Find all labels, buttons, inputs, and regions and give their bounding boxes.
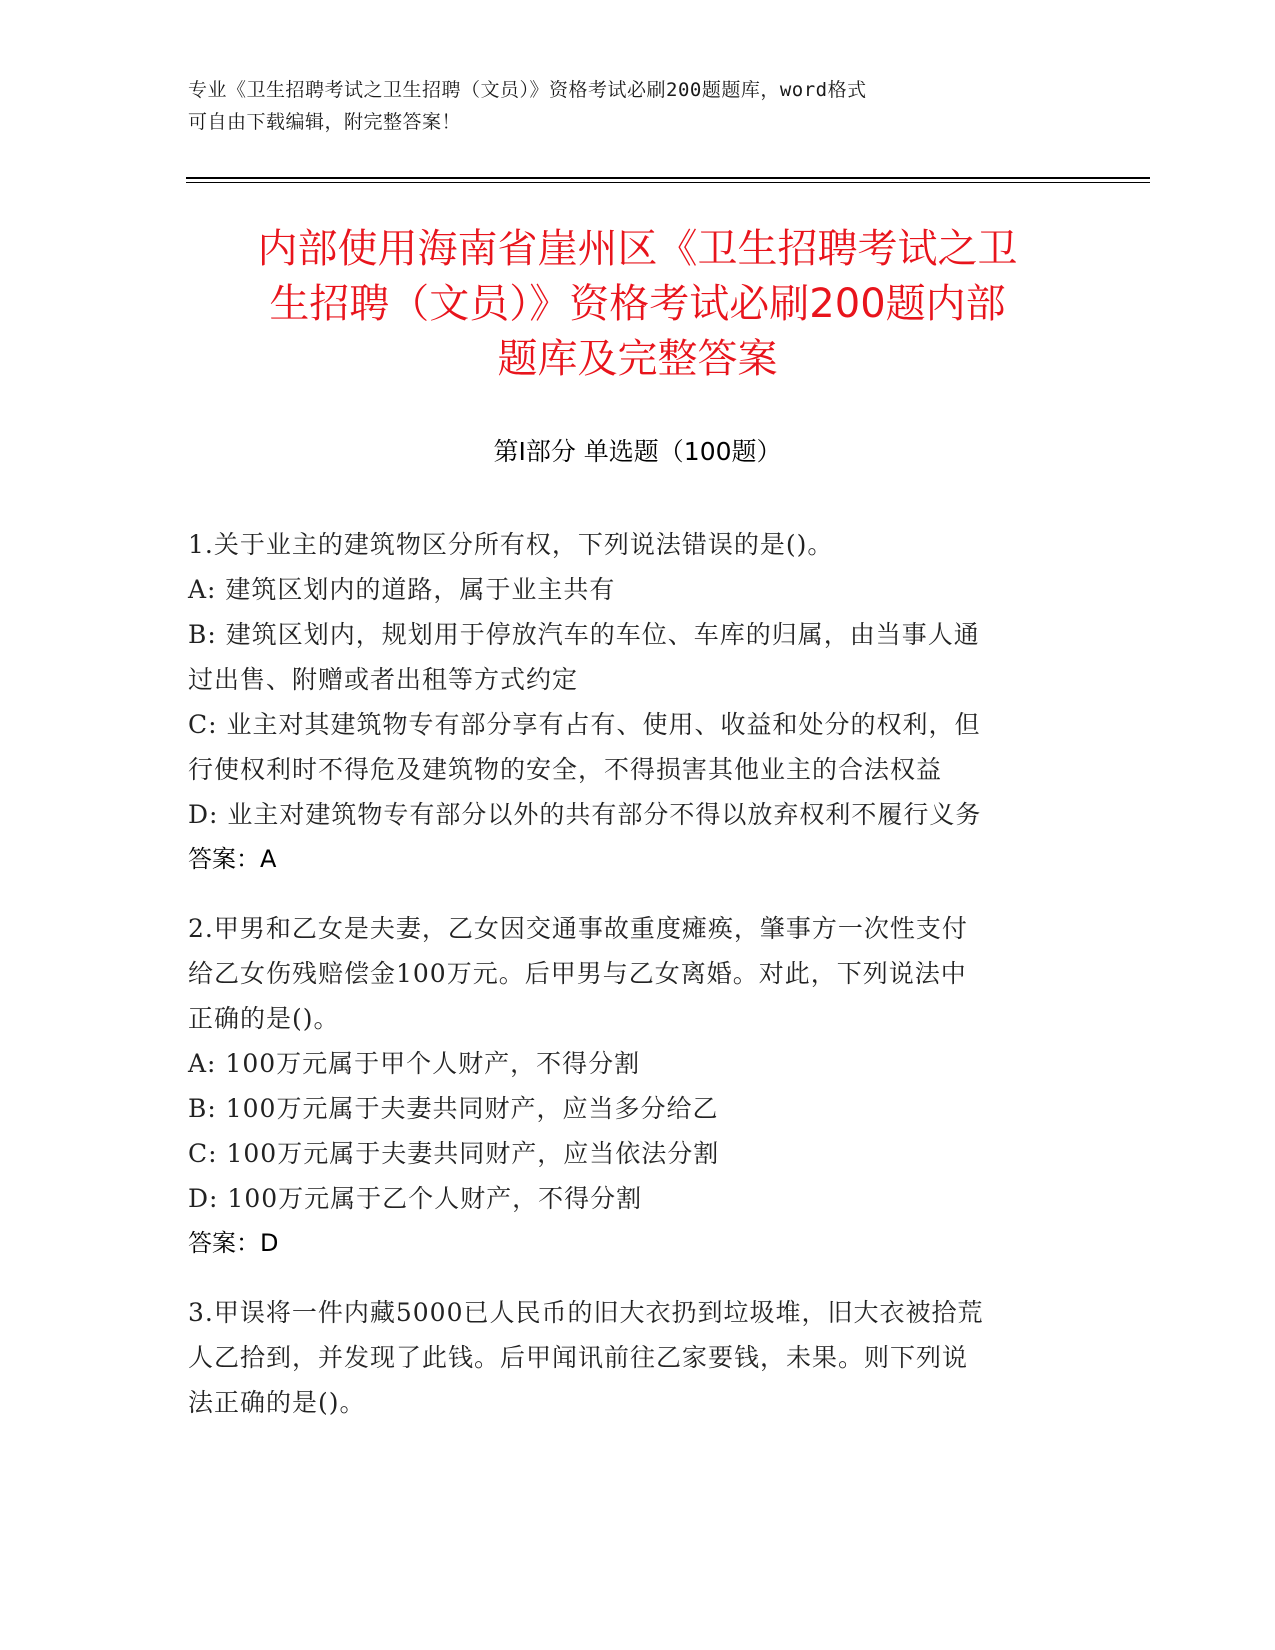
question-stem: 1.关于业主的建筑物区分所有权，下列说法错误的是()。 [188, 530, 834, 559]
answer-line: 答案：A [188, 845, 277, 873]
option-line: A: 100万元属于甲个人财产，不得分割 [188, 1049, 641, 1078]
option-line: C: 业主对其建筑物专有部分享有占有、使用、收益和处分的权利，但 [188, 710, 981, 739]
header-divider-thick [186, 177, 1150, 179]
section-heading: 第Ⅰ部分 单选题（100题） [493, 437, 782, 466]
title-line: 生招聘（文员）》资格考试必刷200题内部 [269, 281, 1006, 327]
question-item [188, 1290, 1078, 1425]
question-stem: 人乙拾到，并发现了此钱。后甲闻讯前往乙家要钱，未果。则下列说 [188, 1343, 969, 1372]
option-line: 行使权利时不得危及建筑物的安全，不得损害其他业主的合法权益 [188, 755, 943, 784]
option-line: B: 100万元属于夫妻共同财产，应当多分给乙 [188, 1094, 719, 1123]
option-line: D: 业主对建筑物专有部分以外的共有部分不得以放弃权利不履行义务 [188, 800, 982, 829]
question-stem: 法正确的是()。 [188, 1388, 366, 1417]
question-list [188, 522, 1078, 1449]
document-title [180, 222, 1095, 387]
title-line: 题库及完整答案 [497, 336, 778, 382]
header-line: 可自由下载编辑，附完整答案！ [188, 111, 462, 133]
question-stem: 给乙女伤残赔偿金100万元。后甲男与乙女离婚。对此，下列说法中 [188, 959, 967, 988]
header-line: 专业《卫生招聘考试之卫生招聘（文员）》资格考试必刷200题题库，word格式 [188, 79, 867, 101]
question-stem: 3.甲误将一件内藏5000已人民币的旧大衣扔到垃圾堆，旧大衣被拾荒 [188, 1298, 984, 1327]
document-header-note [188, 74, 1088, 138]
answer-line: 答案：D [188, 1229, 279, 1257]
question-stem: 正确的是()。 [188, 1004, 340, 1033]
question-stem: 2.甲男和乙女是夫妻，乙女因交通事故重度瘫痪，肇事方一次性支付 [188, 914, 968, 943]
header-divider-thin [186, 182, 1150, 183]
question-item [188, 906, 1078, 1266]
option-line: B: 建筑区划内，规划用于停放汽车的车位、车库的归属，由当事人通 [188, 620, 980, 649]
question-item [188, 522, 1078, 882]
option-line: D: 100万元属于乙个人财产，不得分割 [188, 1184, 643, 1213]
option-line: C: 100万元属于夫妻共同财产，应当依法分割 [188, 1139, 720, 1168]
option-line: A: 建筑区划内的道路，属于业主共有 [188, 575, 616, 604]
option-line: 过出售、附赠或者出租等方式约定 [188, 665, 579, 694]
title-line: 内部使用海南省崖州区《卫生招聘考试之卫 [257, 226, 1018, 272]
